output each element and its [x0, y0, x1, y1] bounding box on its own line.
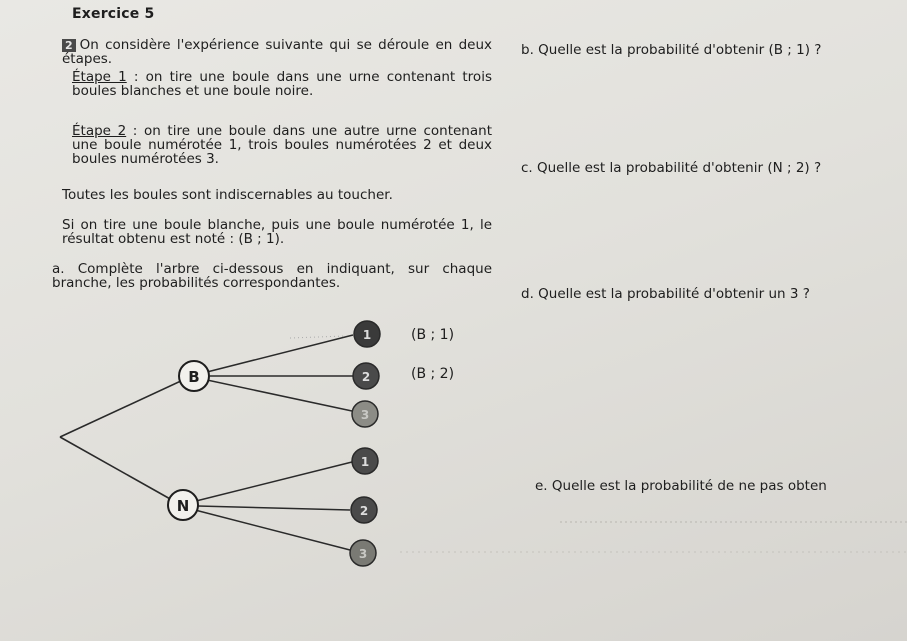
- ball-n-1-label: 1: [360, 455, 370, 469]
- outcome-b-1: (B ; 1): [411, 327, 455, 343]
- node-b-label: B: [188, 368, 200, 386]
- ball-n-2-label: 2: [359, 504, 369, 518]
- step1-label: Étape 1: [72, 69, 127, 85]
- indiscernable-text: Toutes les boules sont indiscernables au toucher.: [62, 187, 393, 203]
- ball-b-2-label: 2: [361, 370, 371, 384]
- probability-tree: [0, 300, 907, 641]
- step1-text: : on tire une boule dans une urne contenant trois boules blanches et une boule noire.: [72, 69, 492, 99]
- step2-text: : on tire une boule dans une autre urne contenant une boule numérotée 1, trois boules numérotées 2 et deux boules numérotées 3.: [72, 123, 492, 167]
- question-c: c. Quelle est la probabilité d'obtenir (N ; 2) ?: [521, 160, 822, 176]
- branch-n-2[interactable]: [198, 506, 350, 510]
- node-n-label: N: [176, 497, 190, 515]
- branch-b-3[interactable]: [207, 380, 352, 411]
- question-d: d. Quelle est la probabilité d'obtenir un 3 ?: [521, 286, 810, 302]
- ball-b-1-label: 1: [362, 328, 372, 342]
- branch-root-n[interactable]: [60, 437, 172, 500]
- exercise-number-badge: 2: [62, 39, 76, 52]
- question-a: a. Complète l'arbre ci-dessous en indiquant, sur chaque branche, les probabilités correspondantes.: [52, 261, 492, 291]
- intro-text: On considère l'expérience suivante qui se déroule en deux étapes.: [62, 37, 492, 67]
- question-e: e. Quelle est la probabilité de ne pas obten: [535, 478, 827, 494]
- example-text: Si on tire une boule blanche, puis une boule numérotée 1, le résultat obtenu est noté : (B ; 1).: [62, 217, 492, 247]
- ball-n-3-label: 3: [358, 547, 368, 561]
- exercise-title: Exercice 5: [72, 6, 155, 22]
- step2-label: Étape 2: [72, 123, 127, 139]
- ball-b-3-label: 3: [360, 408, 370, 422]
- question-b: b. Quelle est la probabilité d'obtenir (B ; 1) ?: [521, 42, 822, 58]
- branch-b-1[interactable]: [207, 335, 353, 372]
- outcome-b-2: (B ; 2): [411, 366, 455, 382]
- branch-n-1[interactable]: [196, 462, 352, 501]
- pencil-mark: [290, 336, 345, 338]
- branch-n-3[interactable]: [195, 510, 350, 550]
- branch-root-b[interactable]: [60, 380, 183, 437]
